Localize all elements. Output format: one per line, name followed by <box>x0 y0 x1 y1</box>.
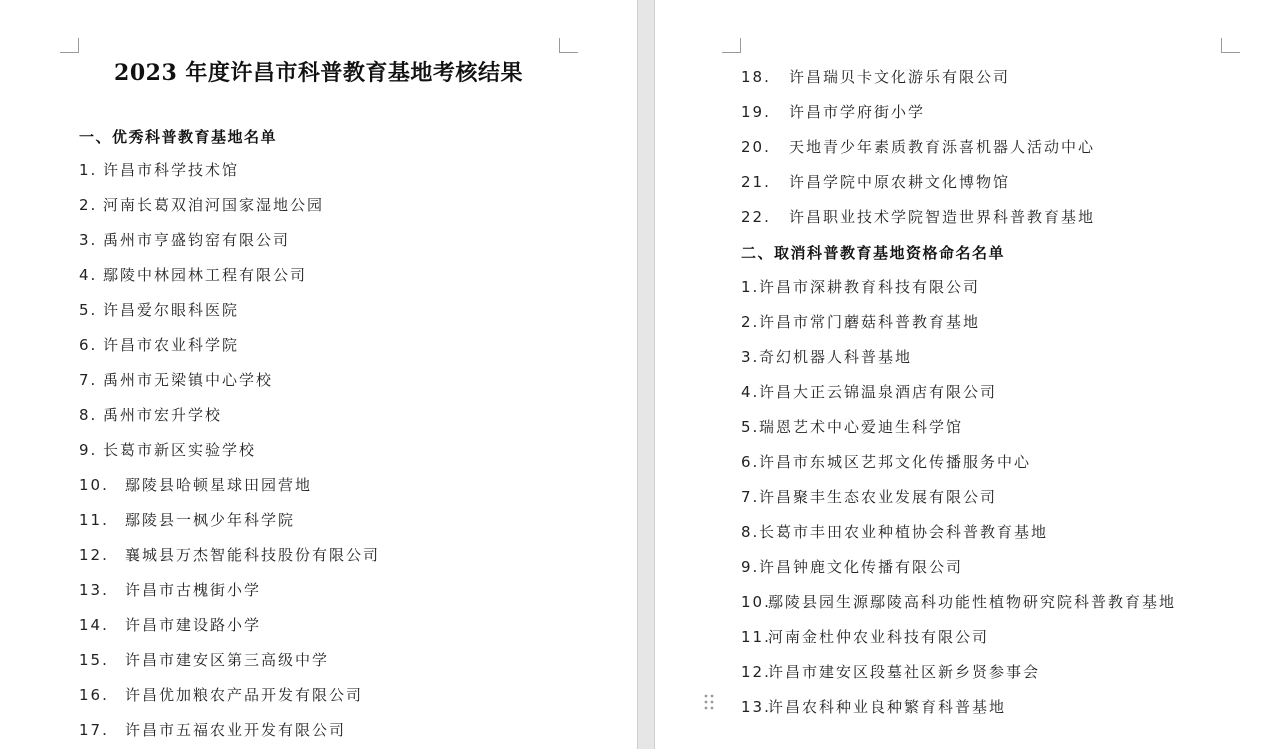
item-text: 奇幻机器人科普基地 <box>759 348 913 366</box>
list-item <box>741 696 1006 718</box>
item-number: 5. <box>741 418 760 436</box>
item-number: 9. <box>79 441 98 459</box>
item-number: 7. <box>79 371 98 389</box>
item-number: 3. <box>741 348 760 366</box>
item-text: 许昌爱尔眼科医院 <box>103 301 240 319</box>
list-item <box>79 544 380 566</box>
item-text: 河南长葛双洎河国家湿地公园 <box>103 196 325 214</box>
item-text: 许昌市农业科学院 <box>103 336 240 354</box>
item-number: 2. <box>741 313 760 331</box>
item-text: 长葛市丰田农业种植协会科普教育基地 <box>759 523 1049 541</box>
item-number: 8. <box>79 406 98 424</box>
page-left <box>0 0 637 749</box>
page-corner-mark <box>722 38 741 53</box>
list-item <box>741 276 980 298</box>
item-number: 13. <box>741 698 771 716</box>
list-item <box>741 626 989 648</box>
item-text: 襄城县万杰智能科技股份有限公司 <box>125 546 381 564</box>
item-text: 瑞恩艺术中心爱迪生科学馆 <box>759 418 964 436</box>
list-item <box>741 521 1048 543</box>
item-number: 6. <box>741 453 760 471</box>
item-text: 许昌市古槐街小学 <box>125 581 262 599</box>
list-item <box>79 614 261 636</box>
list-item <box>741 346 912 368</box>
item-number: 3. <box>79 231 98 249</box>
list-item <box>741 101 925 123</box>
item-number: 13. <box>79 581 109 599</box>
item-number: 20. <box>741 138 771 156</box>
list-item <box>79 229 290 251</box>
item-text: 许昌市建安区段墓社区新乡贤参事会 <box>768 663 1041 681</box>
item-number: 10. <box>741 593 771 611</box>
list-item <box>79 439 256 461</box>
list-item <box>79 649 329 671</box>
item-text: 许昌市东城区艺邦文化传播服务中心 <box>759 453 1032 471</box>
item-text: 河南金杜仲农业科技有限公司 <box>768 628 990 646</box>
item-number: 14. <box>79 616 109 634</box>
list-item <box>79 194 324 216</box>
item-number: 12. <box>741 663 771 681</box>
item-number: 2. <box>79 196 98 214</box>
item-text: 许昌优加粮农产品开发有限公司 <box>125 686 364 704</box>
item-number: 18. <box>741 68 771 86</box>
item-text: 禹州市无梁镇中心学校 <box>103 371 274 389</box>
item-text: 许昌市建设路小学 <box>125 616 262 634</box>
item-number: 11. <box>741 628 771 646</box>
item-text: 鄢陵县哈顿星球田园营地 <box>125 476 313 494</box>
list-item <box>79 264 307 286</box>
list-item <box>79 369 273 391</box>
list-item <box>79 509 295 531</box>
list-item <box>741 661 1040 683</box>
item-text: 许昌市科学技术馆 <box>103 161 240 179</box>
item-text: 鄢陵县园生源鄢陵高科功能性植物研究院科普教育基地 <box>768 593 1177 611</box>
item-number: 4. <box>79 266 98 284</box>
page-right <box>655 0 1284 749</box>
page-corner-mark <box>559 38 578 53</box>
item-number: 12. <box>79 546 109 564</box>
item-text: 许昌市常门蘑菇科普教育基地 <box>759 313 981 331</box>
drag-handle-icon[interactable] <box>704 694 714 713</box>
item-text: 长葛市新区实验学校 <box>103 441 257 459</box>
list-item <box>79 299 239 321</box>
list-item <box>741 556 963 578</box>
item-number: 10. <box>79 476 109 494</box>
page-corner-mark <box>60 38 79 53</box>
item-number: 8. <box>741 523 760 541</box>
section-heading-excellent: 一、优秀科普教育基地名单 <box>79 128 278 146</box>
item-text: 许昌大正云锦温泉酒店有限公司 <box>759 383 998 401</box>
list-item <box>79 684 363 706</box>
list-item <box>79 404 222 426</box>
list-item <box>741 206 1095 228</box>
item-number: 19. <box>741 103 771 121</box>
list-item <box>79 334 239 356</box>
item-number: 11. <box>79 511 109 529</box>
list-item <box>79 579 261 601</box>
list-item <box>79 474 312 496</box>
list-item <box>741 171 1010 193</box>
item-text: 鄢陵中林园林工程有限公司 <box>103 266 308 284</box>
list-item <box>741 486 997 508</box>
item-number: 17. <box>79 721 109 739</box>
item-text: 禹州市亨盛钧窑有限公司 <box>103 231 291 249</box>
item-text: 许昌瑞贝卡文化游乐有限公司 <box>789 68 1011 86</box>
item-text: 许昌市深耕教育科技有限公司 <box>759 278 981 296</box>
item-number: 7. <box>741 488 760 506</box>
item-text: 许昌钟鹿文化传播有限公司 <box>759 558 964 576</box>
item-number: 21. <box>741 173 771 191</box>
item-text: 许昌市建安区第三高级中学 <box>125 651 330 669</box>
list-item <box>79 159 239 181</box>
section-heading-cancelled: 二、取消科普教育基地资格命名名单 <box>741 244 1006 262</box>
item-number: 15. <box>79 651 109 669</box>
item-text: 许昌市五福农业开发有限公司 <box>125 721 347 739</box>
page-gap <box>637 0 655 749</box>
item-text: 天地青少年素质教育泺喜机器人活动中心 <box>789 138 1096 156</box>
list-item <box>741 66 1010 88</box>
document-title: 2023 年度许昌市科普教育基地考核结果 <box>114 60 523 86</box>
item-number: 16. <box>79 686 109 704</box>
list-item <box>741 311 980 333</box>
item-number: 1. <box>741 278 760 296</box>
item-number: 22. <box>741 208 771 226</box>
item-number: 1. <box>79 161 98 179</box>
item-number: 4. <box>741 383 760 401</box>
page-corner-mark <box>1221 38 1240 53</box>
list-item <box>741 381 997 403</box>
list-item <box>741 451 1031 473</box>
item-number: 6. <box>79 336 98 354</box>
item-text: 许昌职业技术学院智造世界科普教育基地 <box>789 208 1096 226</box>
item-text: 许昌市学府街小学 <box>789 103 926 121</box>
item-number: 5. <box>79 301 98 319</box>
item-text: 许昌学院中原农耕文化博物馆 <box>789 173 1011 191</box>
item-text: 鄢陵县一枫少年科学院 <box>125 511 296 529</box>
list-item <box>741 136 1095 158</box>
list-item <box>79 719 346 741</box>
item-text: 许昌聚丰生态农业发展有限公司 <box>759 488 998 506</box>
list-item <box>741 591 1176 613</box>
list-item <box>741 416 963 438</box>
item-number: 9. <box>741 558 760 576</box>
item-text: 许昌农科种业良种繁育科普基地 <box>768 698 1007 716</box>
item-text: 禹州市宏升学校 <box>103 406 223 424</box>
